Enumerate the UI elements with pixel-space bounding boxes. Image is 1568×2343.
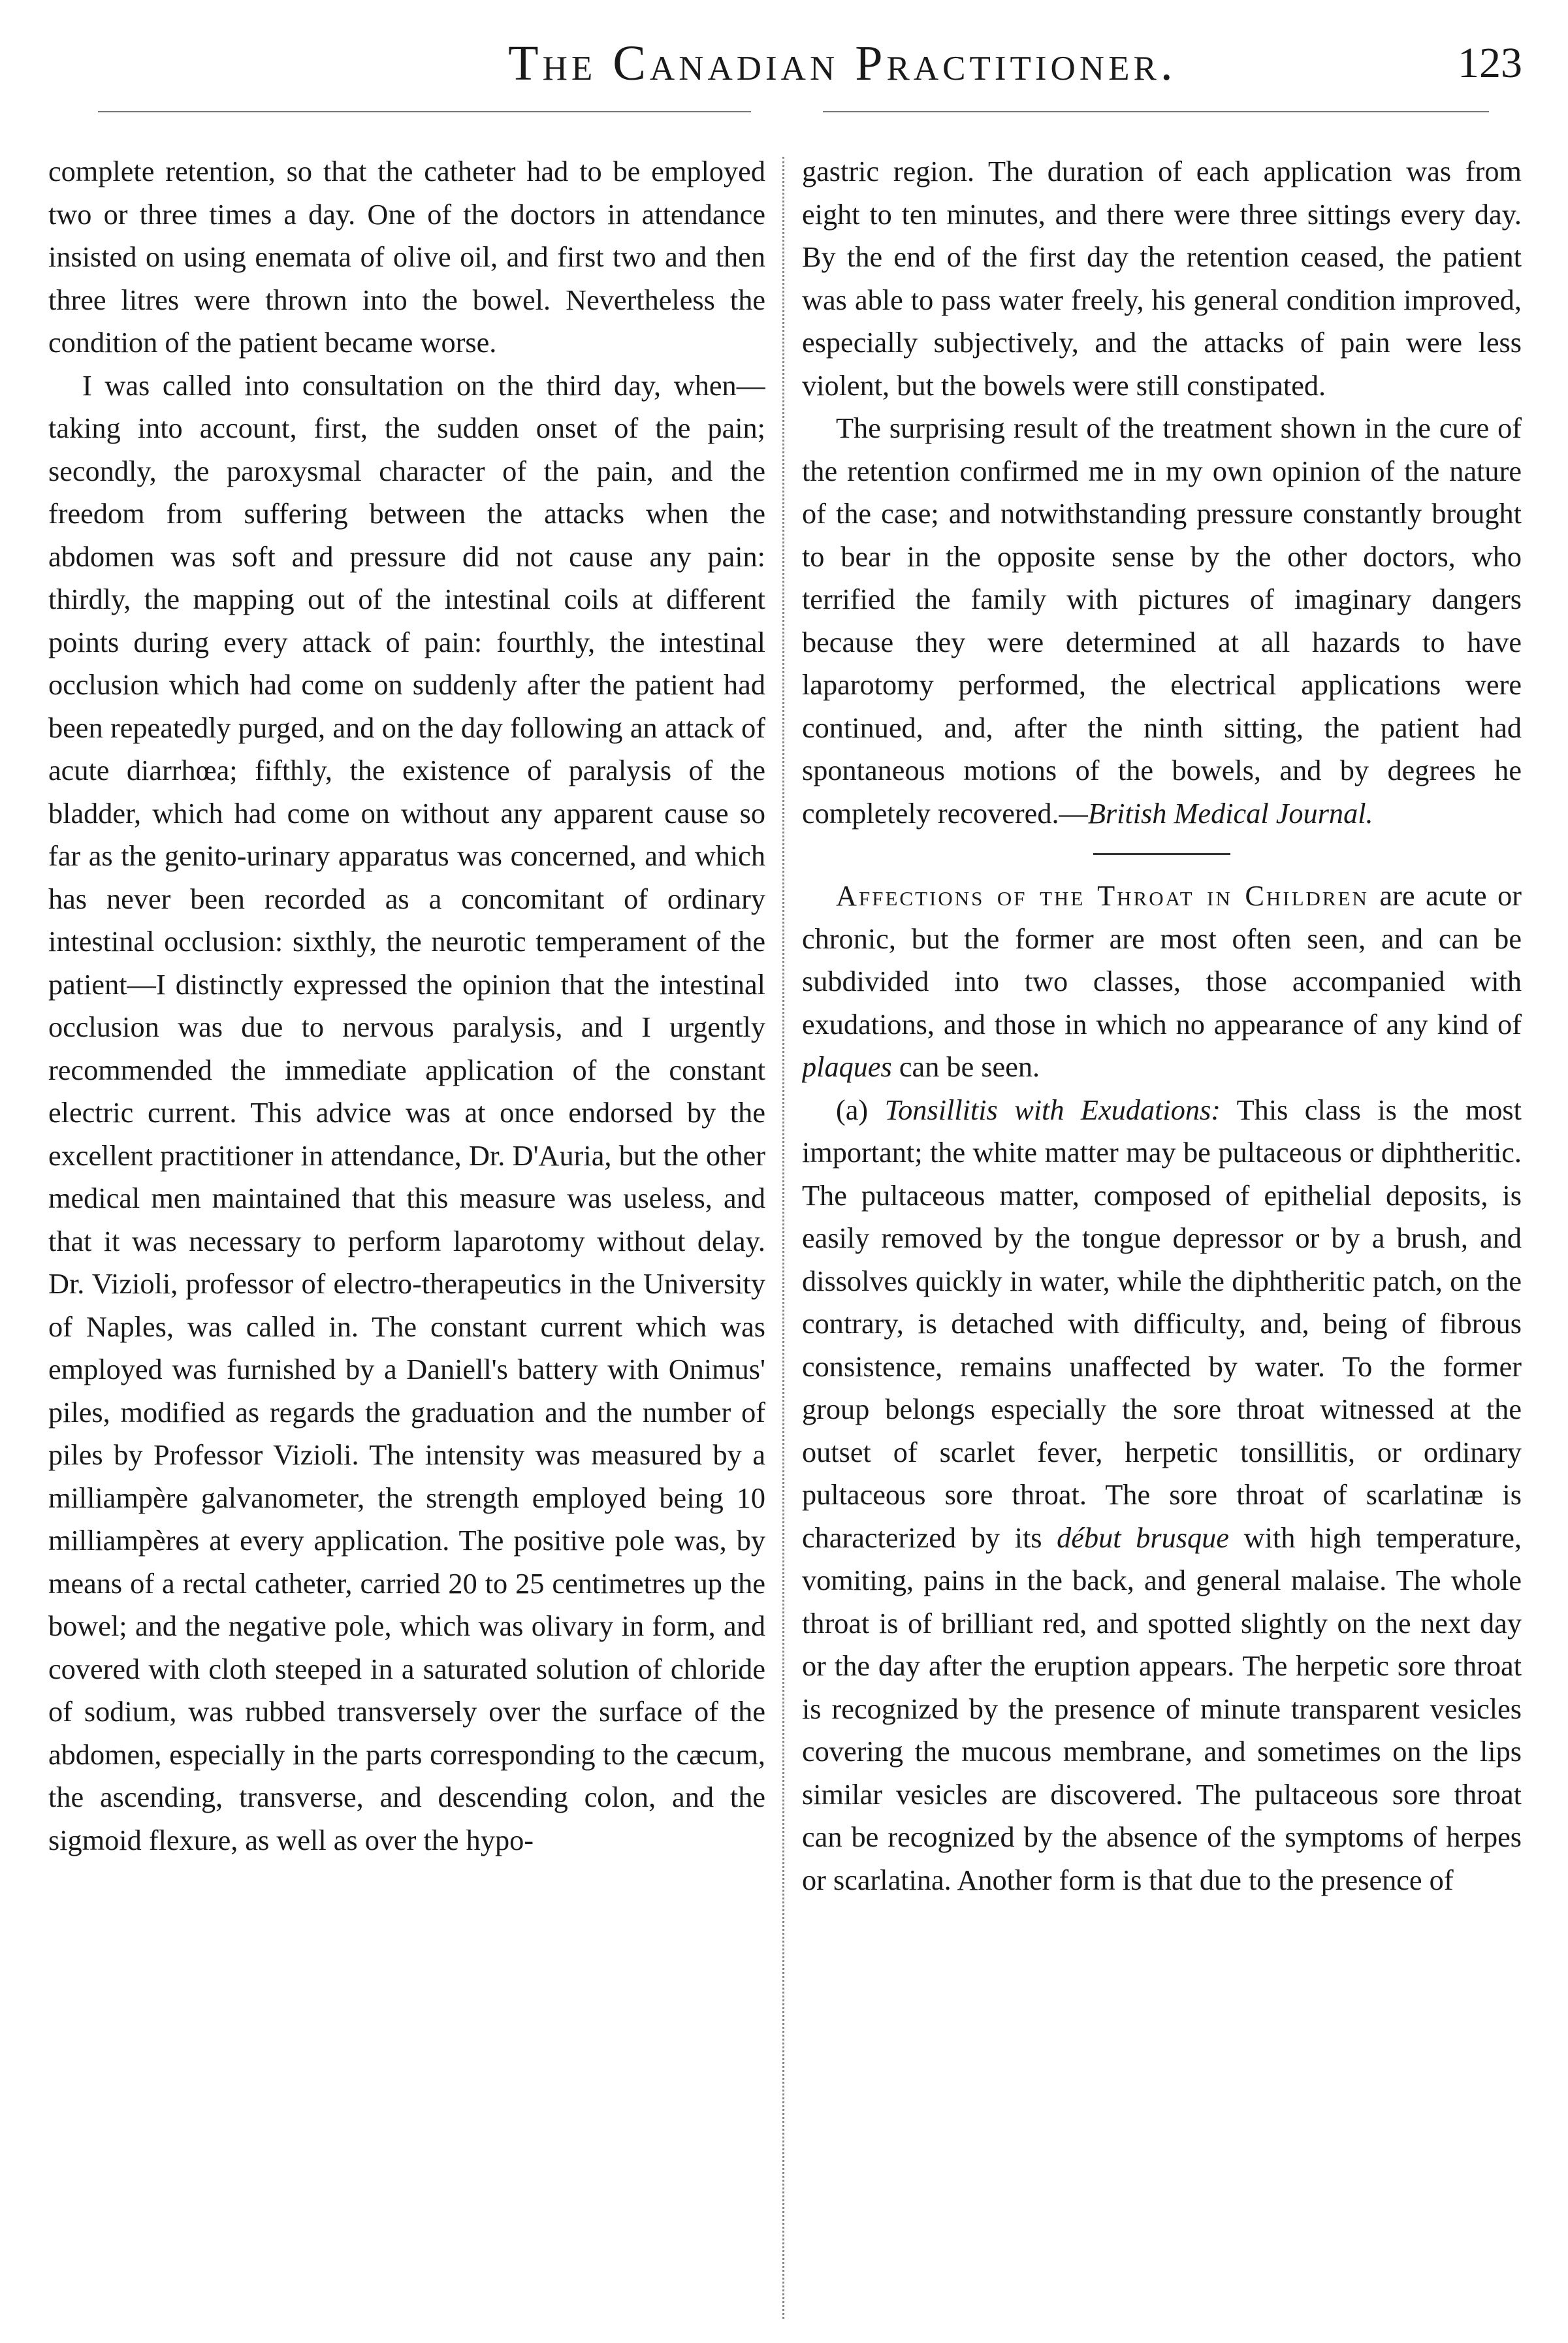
right-paragraph-3 (802, 875, 1522, 1089)
section-divider (1093, 853, 1230, 855)
subsection-label: (a) (836, 1093, 885, 1126)
section-heading: Affections of the Throat in Children (836, 880, 1369, 912)
italic-term-plaques: plaques (802, 1051, 892, 1083)
left-paragraph-2: I was called into consultation on the third day, when—taking into account, first, the sudden onset of the pain; secondly, the paroxysmal character of the pain, and the freedom from suffering between the attacks when the abdomen was soft and pressure did not cause any pain: thirdly, the mapping out of the intestinal coils at different points during every attack of pain: fourthly, the intestinal occlusion which had come on suddenly after the patient had been repeatedly purged, and on the day following an attack of acute diarrhœa; fifthly, the existence of paralysis of the bladder, which had come on without any apparent cause so far as the genito-urinary apparatus was concerned, and which has never been recorded as a concomitant of ordinary intestinal occlusion: sixthly, the neurotic temperament of the patient—I distinctly expressed the opinion that the intestinal occlusion was due to nervous paralysis, and I urgently recommended the immediate application of the constant electric current. This advice was at once endorsed by the excellent practitioner in attendance, Dr. D'Auria, but the other medical men maintained that this measure was useless, and that it was necessary to perform laparotomy without delay. Dr. Vizioli, professor of electro-therapeutics in the University of Naples, was called in. The constant current which was employed was furnished by a Daniell's battery with Onimus' piles, modified as regards the graduation and the number of piles by Professor Vizioli. The intensity was measured by a milliampère galvanometer, the strength employed being 10 milliampères at every application. The positive pole was, by means of a rectal catheter, carried 20 to 25 centimetres up the bowel; and the negative pole, which was olivary in form, and covered with cloth steeped in a saturated solution of chloride of sodium, was rubbed transversely over the surface of the abdomen, especially in the parts corresponding to the cæcum, the ascending, transverse, and descending colon, and the sigmoid flexure, as well as over the hypo- (48, 369, 765, 1856)
subsection-heading: Tonsillitis with Exudations: (884, 1093, 1221, 1126)
right-paragraph-4 (802, 1089, 1522, 1902)
right-paragraph-4-text-b: with high temperature, vomiting, pains in the back, and general malaise. The whole throat is of brilliant red, and spotted slightly on the next day or the day after the eruption appears. The herpetic sore throat is recognized by the presence of minute transparent vesicles covering the mucous membrane, and sometimes on the lips similar vesicles are discovered. The pultaceous sore throat can be recognized by the absence of the symptoms of herpes or scarlatina. Another form is that due to the presence of (802, 1521, 1522, 1896)
running-head (0, 27, 1568, 106)
column-divider (782, 157, 784, 2319)
right-paragraph-3-text-a: are acute or chronic, but the former are most often seen, and can be subdivided into two classes, those accompanied with exudations, and those in which no appearance of any kind of (802, 880, 1522, 1041)
running-title: The Canadian Practitioner. (508, 36, 1177, 91)
right-paragraph-4-text-a: This class is the most important; the white matter may be pultaceous or diphtheritic. The pultaceous matter, composed of epithelial deposits, is easily removed by the tongue depressor or by a brush, and dissolves quickly in water, while the diphtheritic patch, on the contrary, is detached with difficulty, and, being of fibrous consistence, remains unaffected by water. To the former group belongs especially the sore throat witnessed at the outset of scarlet fever, herpetic tonsillitis, or ordinary pultaceous sore throat. The sore throat of scarlatinæ is characterized by its (802, 1093, 1522, 1554)
right-paragraph-1: gastric region. The duration of each application was from eight to ten minutes, and there were three sittings every day. By the end of the first day the retention ceased, the patient was able to pass water freely, his general condition improved, especially subjectively, and the attacks of pain were less violent, but the bowels were still constipated. (802, 155, 1522, 402)
right-paragraph-2-text: The surprising result of the treatment shown in the cure of the retention confirmed me in my own opinion of the nature of the case; and notwithstanding pressure constantly brought to bear in the opposite sense by the other doctors, who terrified the family with pictures of imaginary dangers because they were determined at all hazards to have laparotomy performed, the electrical applications were continued, and, after the ninth sitting, the patient had spontaneous motions of the bowels, and by degrees he completely recovered.— (802, 412, 1522, 830)
right-paragraph-3-text-b: can be seen. (891, 1051, 1040, 1083)
header-rule-left (98, 111, 751, 112)
source-citation: British Medical Journal. (1087, 797, 1373, 830)
left-paragraph-1: complete retention, so that the catheter had to be employed two or three times a day. One of the doctors in attendance insisted on using enemata of olive oil, and first two and then three litres were thrown into the bowel. Nevertheless the condition of the patient became worse. (48, 155, 765, 359)
italic-term-debut-brusque: début brusque (1057, 1521, 1229, 1554)
header-rule-right (823, 111, 1489, 112)
page-number: 123 (1458, 39, 1522, 87)
right-column (802, 150, 1522, 2306)
left-column (48, 150, 765, 2306)
right-paragraph-2 (802, 407, 1522, 835)
